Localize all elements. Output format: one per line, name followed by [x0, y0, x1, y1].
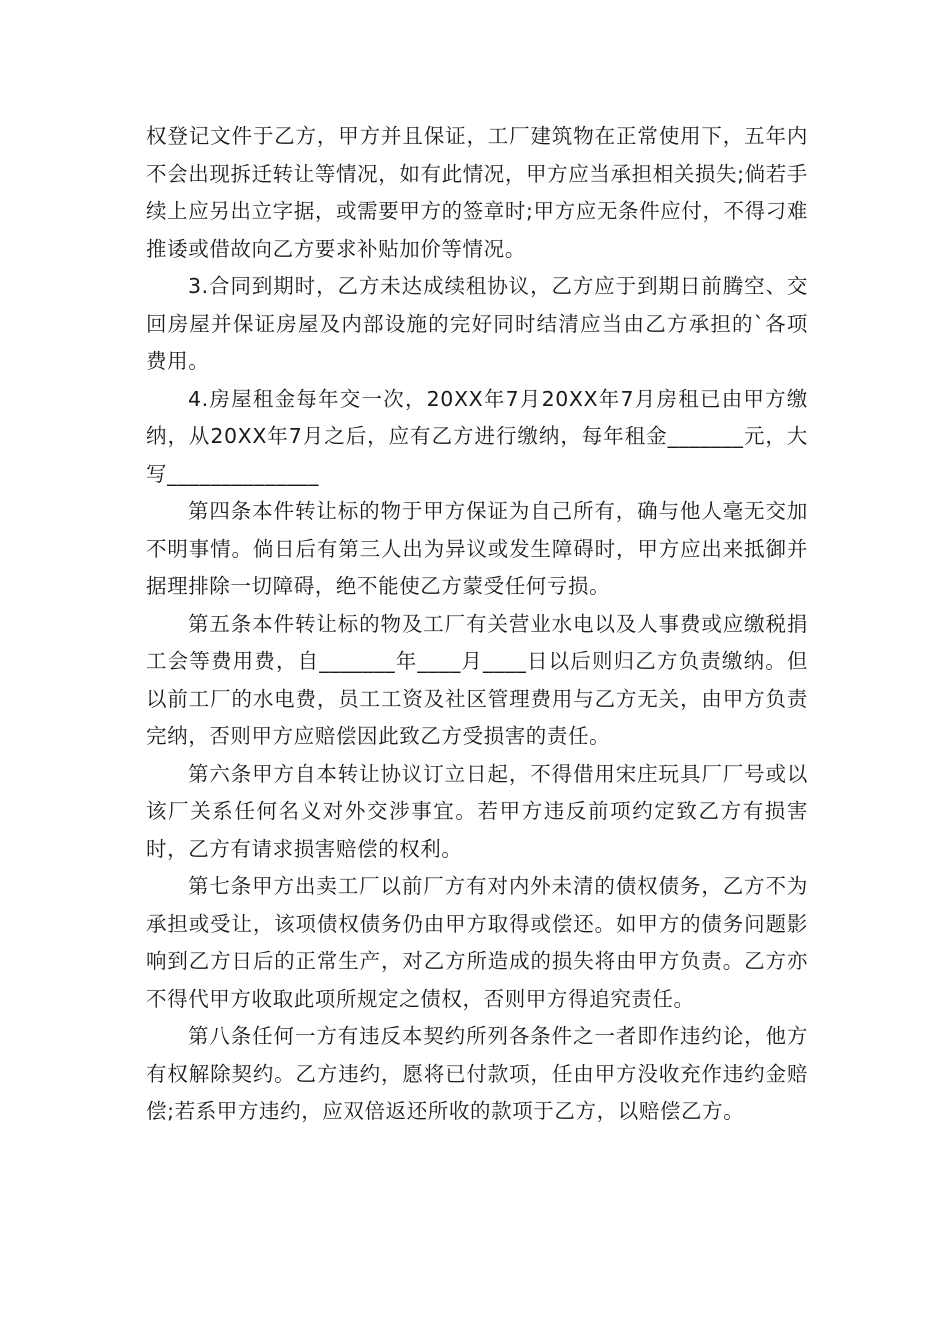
paragraph-article-4: 第四条本件转让标的物于甲方保证为自己所有，确与他人毫无交加不明事情。倘日后有第三人出为异议或发生障碍时，甲方应出来抵御并据理排除一切障碍，绝不能使乙方蒙受任何亏损。 — [146, 499, 808, 598]
paragraph-continuation: 权登记文件于乙方，甲方并且保证，工厂建筑物在正常使用下，五年内不会出现拆迁转让等情况，如有此情况，甲方应当承担相关损失;倘若手续上应另出立字据，或需要甲方的签章时;甲方应无条件应付，不得刁难推诿或借故向乙方要求补贴加价等情况。 — [146, 124, 808, 261]
document-body — [146, 118, 808, 1131]
paragraph-clause-4: 4.房屋租金每年交一次，20XX年7月20XX年7月房租已由甲方缴纳，从20XX年7月之后，应有乙方进行缴纳，每年租金_______元，大写______________ — [146, 386, 808, 486]
paragraph-article-6: 第六条甲方自本转让协议订立日起，不得借用宋庄玩具厂厂号或以该厂关系任何名义对外交涉事宜。若甲方违反前项约定致乙方有损害时，乙方有请求损害赔偿的权利。 — [146, 761, 808, 861]
paragraph-clause-3: 3.合同到期时，乙方未达成续租协议，乙方应于到期日前腾空、交回房屋并保证房屋及内部设施的完好同时结清应当由乙方承担的`各项费用。 — [146, 274, 808, 373]
paragraph-article-8: 第八条任何一方有违反本契约所列各条件之一者即作违约论，他方有权解除契约。乙方违约，愿将已付款项，任由甲方没收充作违约金赔偿;若系甲方违约，应双倍返还所收的款项于乙方，以赔偿乙方。 — [146, 1024, 808, 1123]
paragraph-article-7: 第七条甲方出卖工厂以前厂方有对内外未清的债权债务，乙方不为承担或受让，该项债权债务仍由甲方取得或偿还。如甲方的债务问题影响到乙方日后的正常生产，对乙方所造成的损失将由甲方负责。乙方亦不得代甲方收取此项所规定之债权，否则甲方得追究责任。 — [146, 874, 808, 1011]
paragraph-article-5: 第五条本件转让标的物及工厂有关营业水电以及人事费或应缴税捐工会等费用费，自_______年____月____日以后则归乙方负责缴纳。但以前工厂的水电费，员工工资及社区管理费用与乙方无关，由甲方负责完纳，否则甲方应赔偿因此致乙方受损害的责任。 — [146, 611, 808, 748]
